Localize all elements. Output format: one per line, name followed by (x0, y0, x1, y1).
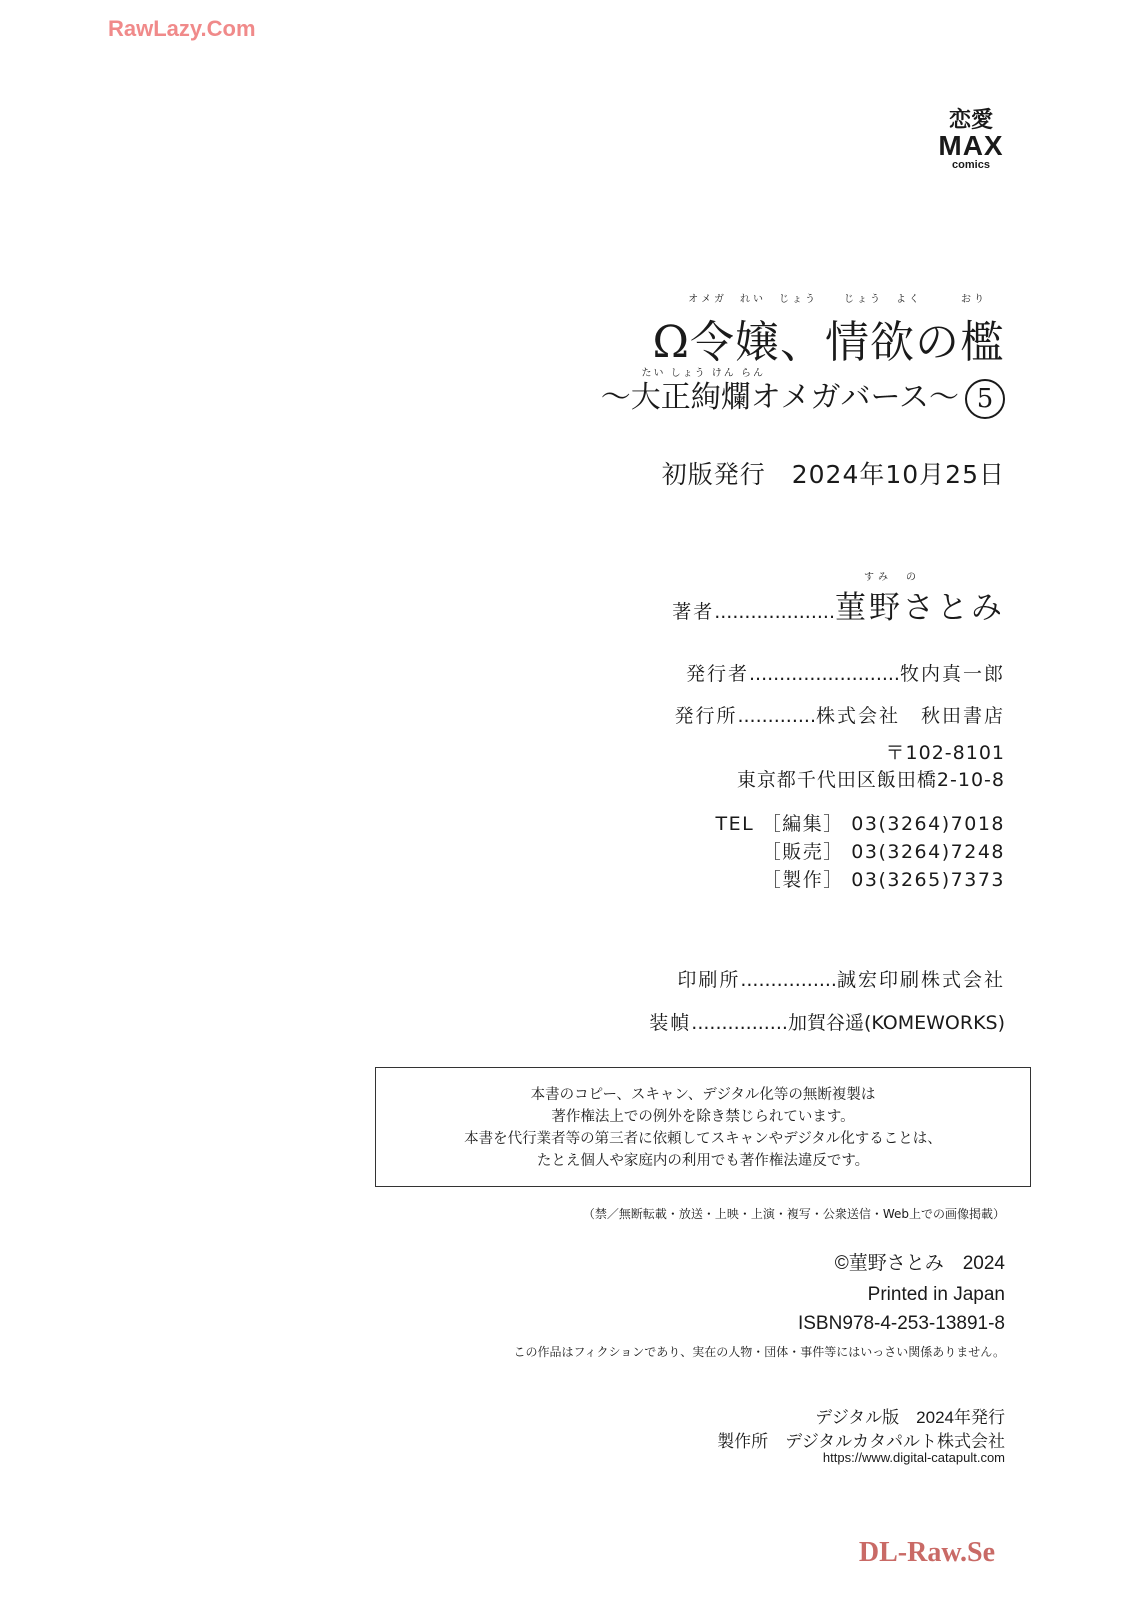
producer-name: デジタルカタパルト株式会社 (785, 1432, 1005, 1451)
digital-edition: デジタル版 2024年発行 (815, 1408, 1005, 1427)
printer-dots: ................ (740, 969, 837, 991)
house-label: 発行所 (674, 705, 738, 727)
postal-code: 〒102-8101 (885, 742, 1005, 764)
watermark-top: RawLazy.Com (108, 16, 256, 41)
tel-prefix: TEL (715, 813, 755, 835)
printed-in: Printed in Japan (867, 1284, 1005, 1305)
house-dots: ............. (737, 705, 816, 727)
tel-dept: ［製作］ (761, 869, 844, 891)
copyright-notice-box (375, 1067, 1031, 1187)
publisher-label: 発行者 (685, 663, 749, 685)
producer-label: 製作所 (717, 1432, 769, 1451)
producer-url: https://www.digital-catapult.com (822, 1450, 1005, 1465)
author-label: 著者 (672, 601, 715, 623)
printer-name: 誠宏印刷株式会社 (836, 969, 1005, 991)
subtitle-text: 〜大正絢爛オメガバース〜 (600, 380, 959, 415)
book-subtitle (601, 372, 1005, 419)
design-row (649, 1008, 1005, 1035)
design-dots: ................ (691, 1012, 788, 1034)
publishing-house-row (674, 701, 1005, 728)
printer-label: 印刷所 (677, 969, 741, 991)
prohibition-note: （禁／無断転載・放送・上映・上演・複写・公衆送信・Web上での画像掲載） (582, 1207, 1005, 1221)
author-row (672, 582, 1005, 627)
book-title: Ω令嬢、情欲の檻 (652, 317, 1005, 368)
printer-row (677, 965, 1005, 992)
publisher-row (686, 659, 1005, 686)
logo-line1: 恋愛 (948, 108, 993, 133)
publisher-name: 牧内真一郎 (899, 663, 1005, 685)
copyright-line: ©菫野さとみ 2024 (834, 1253, 1005, 1274)
watermark-bottom: DL-Raw.Se (858, 1537, 995, 1568)
tel-number: 03(3265)7373 (851, 869, 1005, 891)
logo-line2: MAX (938, 130, 1004, 161)
author-name: 菫野さとみ (835, 590, 1005, 626)
publisher-dots: ......................... (748, 663, 900, 685)
address: 東京都千代田区飯田橋2-10-8 (736, 769, 1005, 791)
notice-line4: たとえ個人や家庭内の利用でも著作権法違反です。 (536, 1153, 870, 1169)
design-label: 装幀 (649, 1012, 692, 1034)
tel-row-edit (715, 809, 1005, 836)
volume-number: 5 (965, 379, 1005, 419)
tel-dept: ［販売］ (761, 841, 844, 863)
tel-row-production (762, 865, 1005, 892)
fiction-note: この作品はフィクションであり、実在の人物・団体・事件等にはいっさい関係ありません。 (513, 1345, 1005, 1359)
tel-number: 03(3264)7248 (851, 841, 1005, 863)
notice-line2: 著作権法上での例外を除き禁じられています。 (551, 1109, 855, 1125)
label-logo (935, 110, 1007, 171)
design-name: 加賀谷遥(KOMEWORKS) (787, 1012, 1005, 1034)
house-name: 株式会社 秋田書店 (815, 705, 1005, 727)
subtitle-ruby: たい しょう けん らん (641, 368, 765, 379)
isbn: ISBN978-4-253-13891-8 (797, 1313, 1005, 1334)
tel-dept: ［編集］ (761, 813, 844, 835)
author-dots: .................... (714, 601, 835, 623)
first-edition-date: 初版発行 2024年10月25日 (661, 460, 1005, 489)
tel-number: 03(3264)7018 (851, 813, 1005, 835)
author-ruby: すみ の (864, 572, 920, 583)
tel-row-sales (762, 837, 1005, 864)
logo-line3: comics (952, 159, 990, 171)
digital-producer-row (717, 1427, 1005, 1452)
notice-line1: 本書のコピー、スキャン、デジタル化等の無断複製は (530, 1087, 876, 1103)
notice-line3: 本書を代行業者等の第三者に依頼してスキャンやデジタル化することは、 (464, 1131, 942, 1147)
title-ruby: オメガ れい じょう じょう よく おり (688, 294, 987, 305)
